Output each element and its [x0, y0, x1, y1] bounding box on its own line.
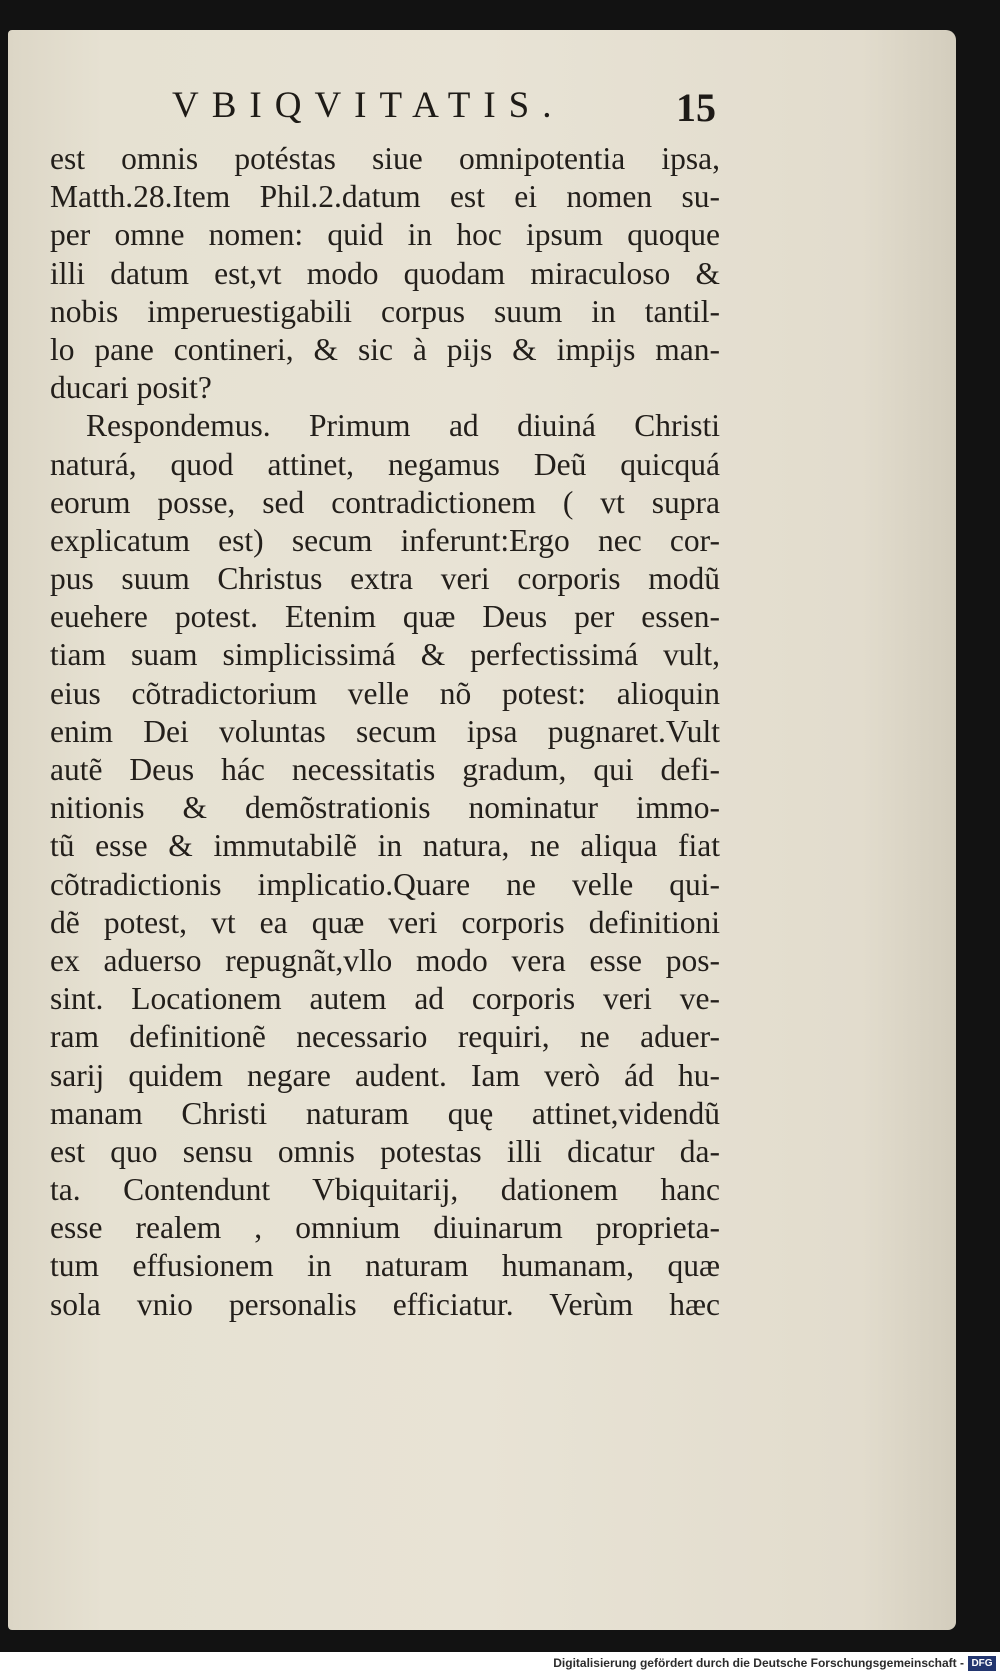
- text-line: eius cõtradictorium velle nõ potest: alioquin: [50, 675, 720, 711]
- text-line: Matth.28.Item Phil.2.datum est ei nomen su-: [50, 179, 720, 215]
- text-line: est quo sensu omnis potestas illi dicatur da-: [50, 1133, 720, 1169]
- text-line: lo pane contineri, & sic à pijs & impijs man-: [50, 331, 720, 367]
- text-line: autẽ Deus hác necessitatis gradum, qui defi-: [50, 752, 720, 787]
- text-line: tum effusionem in naturam humanam, quæ: [50, 1248, 720, 1284]
- text-line: nobis imperuestigabili corpus suum in tantil-: [50, 293, 720, 329]
- text-line: illi datum est,vt modo quodam miraculoso &: [50, 255, 720, 291]
- text-line: enim Dei voluntas secum ipsa pugnaret.Vult: [50, 713, 720, 749]
- text-line: manam Christi naturam quę attinet,videndũ: [50, 1095, 720, 1131]
- text-line: ducari posit?: [50, 370, 212, 406]
- text-line: pus suum Christus extra veri corporis modũ: [50, 561, 720, 597]
- text-line: explicatum est) secum inferunt:Ergo nec cor-: [50, 522, 720, 558]
- text-line: ram definitionẽ necessario requiri, ne aduer-: [50, 1019, 720, 1055]
- text-line: Respondemus. Primum ad diuiná Christi: [86, 408, 720, 444]
- text-line: eorum posse, sed contradictionem ( vt supra: [50, 484, 720, 520]
- text-line: sarij quidem negare audent. Iam verò ád hu-: [50, 1057, 720, 1093]
- page-number: 15: [676, 85, 716, 130]
- body-text: [50, 140, 720, 1324]
- footer-bar: [0, 1652, 1000, 1677]
- text-line: cõtradictionis implicatio.Quare ne velle qui-: [50, 866, 720, 902]
- text-line: tiam suam simplicissimá & perfectissimá vult,: [50, 637, 720, 673]
- text-line: sint. Locationem autem ad corporis veri ve-: [50, 981, 720, 1017]
- text-line: ta. Contendunt Vbiquitarij, dationem hanc: [50, 1172, 720, 1208]
- dfg-logo-icon: DFG: [968, 1656, 996, 1671]
- text-line: euehere potest. Etenim quæ Deus per essen-: [50, 599, 720, 635]
- text-line: naturá, quod attinet, negamus Deũ quicquá: [50, 446, 720, 482]
- running-head: VBIQVITATIS.: [172, 85, 565, 126]
- funding-credit: Digitalisierung gefördert durch die Deutsche Forschungsgemeinschaft -: [553, 1656, 964, 1670]
- text-line: est omnis potéstas siue omnipotentia ipsa,: [50, 141, 720, 176]
- text-line: esse realem , omnium diuinarum proprieta-: [50, 1210, 720, 1246]
- text-line: ex aduerso repugnãt,vllo modo vera esse pos-: [50, 942, 720, 978]
- text-line: nitionis & demõstrationis nominatur immo-: [50, 790, 720, 826]
- text-line: sola vnio personalis efficiatur. Verùm hæc: [50, 1286, 720, 1322]
- text-line: dẽ potest, vt ea quæ veri corporis definitioni: [50, 904, 720, 940]
- text-line: tũ esse & immutabilẽ in natura, ne aliqua fiat: [50, 828, 720, 864]
- text-line: per omne nomen: quid in hoc ipsum quoque: [50, 217, 720, 253]
